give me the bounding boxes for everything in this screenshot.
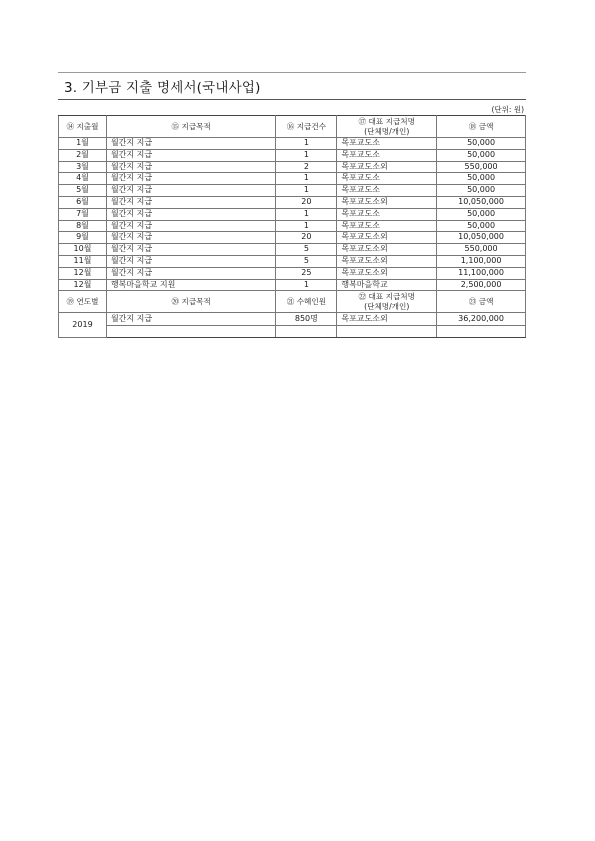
- cell-amount: 50,000: [437, 220, 526, 232]
- table-row: [59, 173, 526, 185]
- cell-count: 2: [276, 161, 337, 173]
- cell-count: 5: [276, 255, 337, 267]
- title-top-rule: [58, 72, 526, 73]
- blank-cell: [106, 326, 275, 338]
- cell-month: 12월: [59, 267, 107, 279]
- table-row: [59, 196, 526, 208]
- cell-month: 8월: [59, 220, 107, 232]
- cell-month: 7월: [59, 208, 107, 220]
- header-amount: ⑱ 금액: [437, 116, 526, 138]
- cell-recipient: 목포교도소: [337, 138, 437, 150]
- cell-amount: 550,000: [437, 161, 526, 173]
- cell-count: 1: [276, 138, 337, 150]
- header-yearly-recipient-line1: ㉒ 대표 지급처명: [358, 292, 415, 302]
- cell-amount: 10,050,000: [437, 232, 526, 244]
- header-yearly-recipient-line2: (단체명/개인): [364, 301, 410, 311]
- cell-recipient: 목포교도소외: [337, 161, 437, 173]
- blank-cell: [437, 326, 526, 338]
- cell-amount: 50,000: [437, 149, 526, 161]
- cell-month: 10월: [59, 244, 107, 256]
- cell-recipient: 행복마을학교: [337, 279, 437, 291]
- cell-amount: 10,050,000: [437, 196, 526, 208]
- header-month: ⑭ 지출월: [59, 116, 107, 138]
- cell-amount: 550,000: [437, 244, 526, 256]
- table-row: [59, 138, 526, 150]
- cell-recipient: 목포교도소외: [337, 232, 437, 244]
- cell-purpose: 월간지 지급: [106, 173, 275, 185]
- cell-purpose: 월간지 지급: [106, 220, 275, 232]
- cell-count: 1: [276, 220, 337, 232]
- expenditure-statement: [58, 72, 526, 338]
- cell-recipient: 목포교도소외: [337, 244, 437, 256]
- cell-purpose: 월간지 지급: [106, 161, 275, 173]
- cell-purpose: 월간지 지급: [106, 244, 275, 256]
- cell-count: 1: [276, 208, 337, 220]
- title-bottom-rule: [58, 99, 526, 100]
- blank-cell: [337, 326, 437, 338]
- cell-month: 12월: [59, 279, 107, 291]
- table-row: [59, 244, 526, 256]
- cell-amount: 50,000: [437, 185, 526, 197]
- cell-count: 1: [276, 173, 337, 185]
- table-row: [59, 185, 526, 197]
- yearly-header-row: [59, 291, 526, 313]
- cell-yearly-recipient: 목포교도소외: [337, 313, 437, 326]
- yearly-row: [59, 313, 526, 326]
- cell-recipient: 목포교도소: [337, 149, 437, 161]
- blank-cell: [276, 326, 337, 338]
- cell-purpose: 월간지 지급: [106, 208, 275, 220]
- cell-purpose: 월간지 지급: [106, 138, 275, 150]
- header-yearly-amount: ㉓ 금액: [437, 291, 526, 313]
- cell-recipient: 목포교도소: [337, 220, 437, 232]
- table-row: [59, 161, 526, 173]
- header-recipient-line1: ⑰ 대표 지급처명: [358, 117, 415, 126]
- cell-amount: 1,100,000: [437, 255, 526, 267]
- cell-purpose: 월간지 지급: [106, 149, 275, 161]
- header-yearly-purpose: ⑳ 지급목적: [106, 291, 275, 313]
- cell-recipient: 목포교도소외: [337, 267, 437, 279]
- cell-count: 20: [276, 196, 337, 208]
- cell-amount: 50,000: [437, 208, 526, 220]
- yearly-blank-row: [59, 326, 526, 338]
- cell-month: 3월: [59, 161, 107, 173]
- header-beneficiaries: ㉑ 수혜인원: [276, 291, 337, 313]
- header-count: ⑯ 지급건수: [276, 116, 337, 138]
- cell-purpose: 월간지 지급: [106, 232, 275, 244]
- cell-month: 5월: [59, 185, 107, 197]
- cell-count: 1: [276, 279, 337, 291]
- cell-yearly-amount: 36,200,000: [437, 313, 526, 326]
- table-row: [59, 255, 526, 267]
- table-row: [59, 220, 526, 232]
- cell-count: 5: [276, 244, 337, 256]
- cell-amount: 50,000: [437, 173, 526, 185]
- cell-purpose: 월간지 지급: [106, 267, 275, 279]
- cell-month: 11월: [59, 255, 107, 267]
- cell-count: 1: [276, 149, 337, 161]
- header-recipient-line2: (단체명/개인): [364, 126, 410, 136]
- cell-month: 9월: [59, 232, 107, 244]
- cell-count: 20: [276, 232, 337, 244]
- header-year: ⑲ 연도별: [59, 291, 107, 313]
- cell-purpose: 행복마을학교 지원: [106, 279, 275, 291]
- header-recipient: [337, 116, 437, 138]
- cell-month: 1월: [59, 138, 107, 150]
- header-purpose: ⑮ 지급목적: [106, 116, 275, 138]
- table-row: [59, 279, 526, 291]
- cell-month: 2월: [59, 149, 107, 161]
- cell-yearly-purpose: 월간지 지급: [106, 313, 275, 326]
- cell-amount: 2,500,000: [437, 279, 526, 291]
- cell-recipient: 목포교도소: [337, 208, 437, 220]
- table-row: [59, 267, 526, 279]
- cell-recipient: 목포교도소: [337, 185, 437, 197]
- table-row: [59, 232, 526, 244]
- cell-recipient: 목포교도소외: [337, 255, 437, 267]
- table-row: [59, 149, 526, 161]
- cell-recipient: 목포교도소외: [337, 196, 437, 208]
- cell-purpose: 월간지 지급: [106, 255, 275, 267]
- monthly-header-row: [59, 116, 526, 138]
- cell-year: 2019: [59, 313, 107, 338]
- monthly-rows: [59, 138, 526, 291]
- cell-purpose: 월간지 지급: [106, 185, 275, 197]
- cell-count: 1: [276, 185, 337, 197]
- cell-purpose: 월간지 지급: [106, 196, 275, 208]
- cell-recipient: 목포교도소: [337, 173, 437, 185]
- cell-count: 25: [276, 267, 337, 279]
- cell-beneficiaries: 850명: [276, 313, 337, 326]
- header-yearly-recipient: [337, 291, 437, 313]
- table-row: [59, 208, 526, 220]
- cell-amount: 11,100,000: [437, 267, 526, 279]
- expenditure-table: [58, 115, 526, 338]
- unit-note: (단위: 원): [491, 105, 524, 114]
- cell-amount: 50,000: [437, 138, 526, 150]
- cell-month: 4월: [59, 173, 107, 185]
- section-title: 3. 기부금 지출 명세서(국내사업): [64, 80, 261, 96]
- cell-month: 6월: [59, 196, 107, 208]
